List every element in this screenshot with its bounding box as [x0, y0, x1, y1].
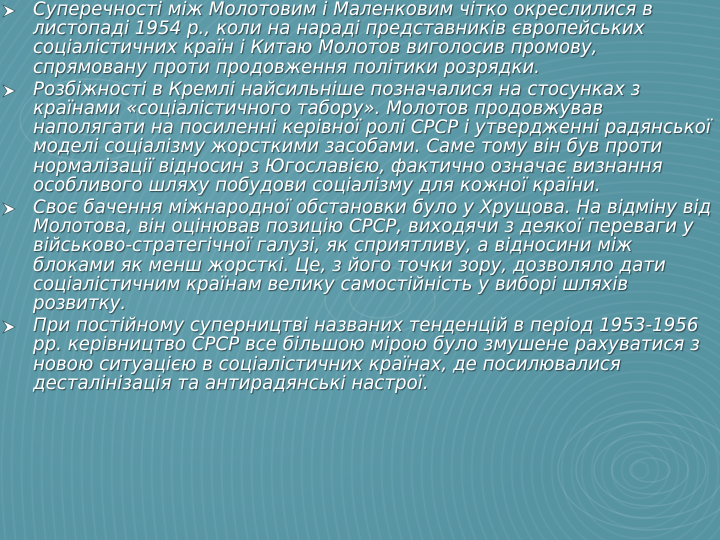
- arrowhead-bullet-icon: [2, 320, 16, 334]
- list-item: [0, 0, 720, 77]
- list-item: [0, 80, 720, 195]
- list-item: [0, 316, 720, 393]
- list-item: [0, 198, 720, 313]
- bullet-text: Своє бачення міжнародної обстановки було у Хрущова. На відміну від Молотова, він оцінював позицію СРСР, виходячи з деякої переваги у військово-стратегічної галузі, як сприятливу, а відносини між блоками як менш жорсткі. Це, з його точки зору, дозволяло дати соціалістичним країнам велику самостійність у виборі шляхів розвитку.: [33, 197, 712, 315]
- arrowhead-bullet-icon: [2, 4, 16, 18]
- bullet-text: Розбіжності в Кремлі найсильніше позначалися на стосунках з країнами «соціалістичного табору». Молотов продовжував наполягати на посиленні керівної ролі СРСР і утвердженні радянської моделі соціалізму жорсткими засобами. Саме тому він був проти нормалізації відносин з Югославією, фактично означає визнання особливого шляху побудови соціалізму для кожної країни.: [33, 78, 711, 196]
- arrowhead-bullet-icon: [2, 84, 16, 98]
- bullet-text: Суперечності між Молотовим і Маленковим чітко окреслилися в листопаді 1954 р., коли на нараді представників європейських соціалістичних країн і Китаю Молотов виголосив промову, спрямовану проти продовження політики розрядки.: [33, 0, 653, 78]
- bullet-text: При постійному суперництві названих тенденцій в період 1953-1956 рр. керівництво СРСР все більшою мірою було змушене рахуватися з новою ситуацією в соціалістичних країнах, де посилювалися десталінізація та антирадянські настрої.: [33, 315, 700, 394]
- arrowhead-bullet-icon: [2, 202, 16, 216]
